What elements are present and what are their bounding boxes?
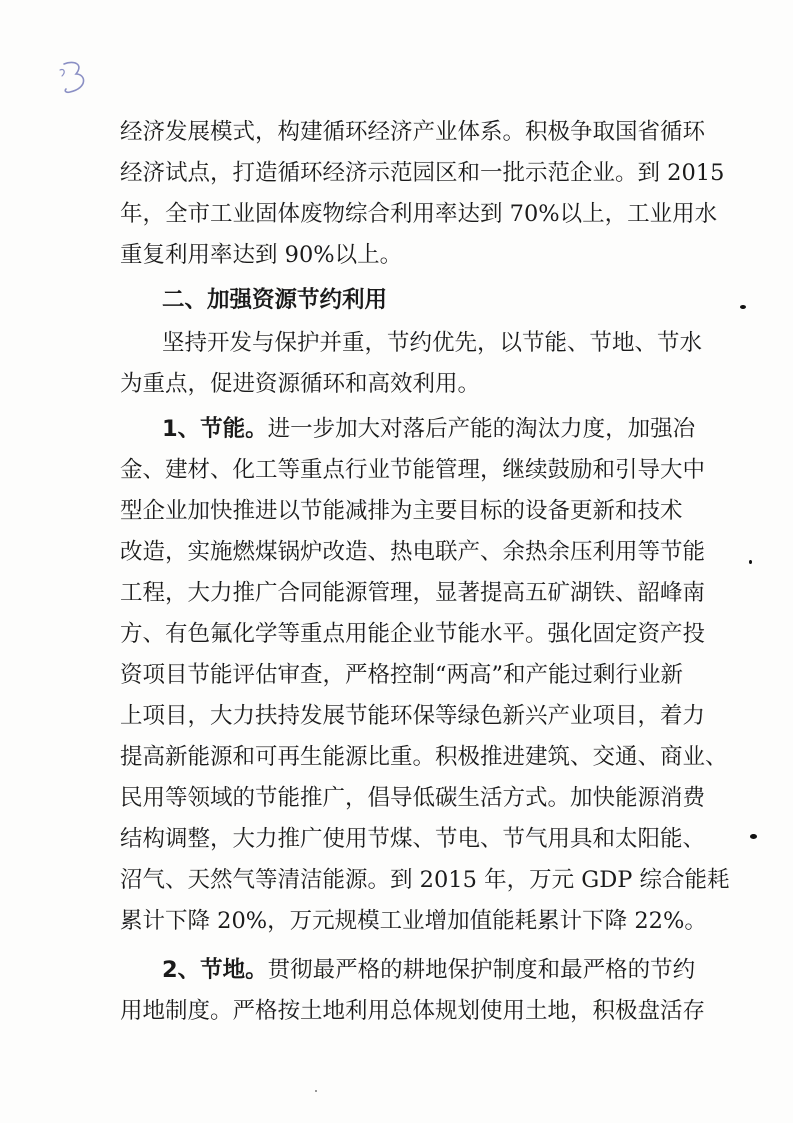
body-text-line: 方、有色氟化学等重点用能企业节能水平。强化固定资产投 — [120, 621, 706, 647]
body-text: 进一步加大对落后产能的淘汰力度，加强冶 — [267, 416, 696, 442]
subsection-label: 2、节地。 — [162, 957, 268, 983]
paragraph-first-line — [162, 414, 696, 444]
body-text-line: 重复利用率达到 90%以上。 — [120, 242, 403, 268]
section-heading: 二、加强资源节约利用 — [162, 287, 388, 313]
body-text-line: 年，全市工业固体废物综合利用率达到 70%以上，工业用水 — [120, 201, 718, 227]
body-text-line: 金、建材、化工等重点行业节能管理，继续鼓励和引导大中 — [120, 457, 706, 483]
body-text-line: 工程，大力推广合同能源管理，显著提高五矿湖铁、韶峰南 — [120, 580, 706, 606]
body-text-line: 民用等领域的节能推广，倡导低碳生活方式。加快能源消费 — [120, 785, 706, 811]
body-text-line: 累计下降 20%，万元规模工业增加值能耗累计下降 22%。 — [120, 908, 707, 934]
scan-speck — [740, 305, 746, 309]
body-text-line: 经济试点，打造循环经济示范园区和一批示范企业。到 2015 — [120, 160, 725, 186]
body-text-line: 型企业加快推进以节能减排为主要目标的设备更新和技术 — [120, 498, 683, 524]
body-text-line: 提高新能源和可再生能源比重。积极推进建筑、交通、商业、 — [120, 744, 728, 770]
paragraph-first-line — [162, 955, 696, 985]
scan-speck — [315, 1090, 317, 1092]
body-text-line: 沼气、天然气等清洁能源。到 2015 年，万元 GDP 综合能耗 — [120, 867, 730, 893]
scan-speck — [749, 560, 752, 564]
body-text-line: 为重点，促进资源循环和高效利用。 — [120, 371, 481, 397]
body-text-line: 资项目节能评估审查，严格控制“两高”和产能过剩行业新 — [120, 662, 684, 688]
body-text: 贯彻最严格的耕地保护制度和最严格的节约 — [267, 957, 696, 983]
body-text-line: 上项目，大力扶持发展节能环保等绿色新兴产业项目，着力 — [120, 703, 706, 729]
body-text-line: 改造，实施燃煤锅炉改造、热电联产、余热余压利用等节能 — [120, 539, 706, 565]
body-text-line: 用地制度。严格按土地利用总体规划使用土地，积极盘活存 — [120, 998, 706, 1024]
body-text-line: 经济发展模式，构建循环经济产业体系。积极争取国省循环 — [120, 119, 706, 145]
scan-speck — [750, 834, 757, 839]
subsection-label: 1、节能。 — [162, 416, 268, 442]
body-text-line: 结构调整，大力推广使用节煤、节电、节气用具和太阳能、 — [120, 826, 706, 852]
body-text-line: 坚持开发与保护并重，节约优先，以节能、节地、节水 — [162, 330, 703, 356]
handwritten-page-number — [58, 58, 94, 98]
